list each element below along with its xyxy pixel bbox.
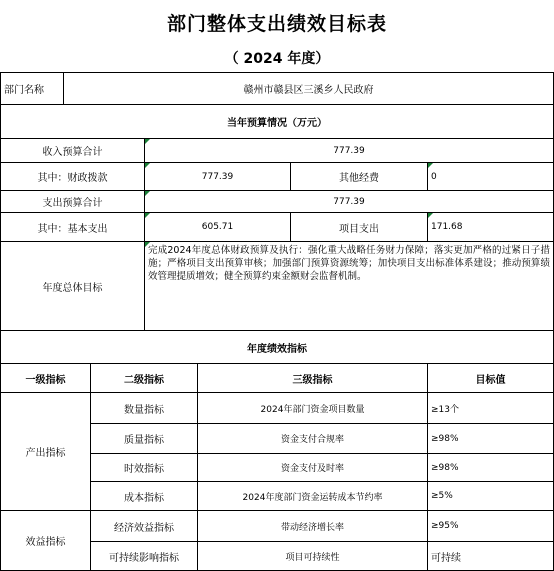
target-cell: ≥5% [431, 491, 453, 501]
level3-cell: 资金支付合规率 [280, 435, 344, 445]
level3-cell: 2024年部门资金项目数量 [260, 404, 365, 415]
col-header-target: 目标值 [475, 374, 506, 386]
level2-cell: 质量指标 [124, 435, 164, 446]
col-header-level3: 三级指标 [292, 374, 333, 386]
dept-name: 赣州市赣县区三溪乡人民政府 [243, 85, 374, 96]
level2-cell: 经济效益指标 [114, 522, 174, 534]
page-title: 部门整体支出绩效目标表 [166, 12, 387, 35]
project-expense-label: 项目支出 [339, 223, 379, 235]
group-benefit: 效益指标 [25, 537, 66, 548]
goal-label: 年度总体目标 [42, 282, 103, 294]
level3-cell: 带动经济增长率 [280, 522, 344, 533]
level2-cell: 时效指标 [124, 464, 164, 475]
target-cell: ≥13个 [431, 404, 459, 415]
expense-total-label: 支出预算合计 [42, 198, 103, 209]
expense-total-value: 777.39 [333, 196, 365, 207]
target-cell: ≥98% [431, 462, 459, 473]
col-header-level2: 二级指标 [124, 374, 164, 386]
level3-cell: 资金支付及时率 [280, 464, 344, 474]
group-output: 产出指标 [25, 448, 66, 459]
other-funds-value: 0 [431, 171, 437, 182]
income-total-value: 777.39 [333, 145, 365, 156]
target-cell: ≥98% [431, 433, 459, 444]
level2-cell: 成本指标 [124, 492, 164, 504]
level2-cell: 数量指标 [124, 404, 164, 416]
basic-expense-value: 605.71 [201, 222, 234, 232]
basic-expense-label: 其中：基本支出 [37, 223, 108, 235]
fiscal-label: 其中：财政拨款 [37, 173, 108, 184]
other-funds-label: 其他经费 [339, 173, 379, 184]
level2-cell: 可持续影响指标 [109, 552, 179, 564]
income-total-label: 收入预算合计 [42, 147, 103, 158]
target-cell: 可持续 [431, 552, 461, 564]
fiscal-value: 777.39 [201, 171, 234, 182]
target-cell: ≥95% [431, 521, 459, 531]
dept-label: 部门名称 [4, 85, 44, 96]
project-expense-value: 171.68 [431, 222, 463, 232]
perf-section-title: 年度绩效指标 [247, 343, 307, 355]
budget-section-title: 当年预算情况（万元） [227, 118, 327, 129]
level3-cell: 2024年度部门资金运转成本节约率 [242, 492, 383, 503]
col-header-level1: 一级指标 [25, 374, 66, 386]
level3-cell: 项目可持续性 [285, 552, 340, 563]
year-label: （ 2024 年度） [224, 51, 330, 67]
goal-description: 完成2024年度总体财政预算及执行：强化重大战略任务财力保障；落实更加严格的过紧日子措施；严格项目支出预算审核；加强部门预算资源统筹；加快项目支出标准体系建设；推动预算绩效管理提质增效；健全预算约束金额财会监督机制。 [148, 245, 550, 282]
